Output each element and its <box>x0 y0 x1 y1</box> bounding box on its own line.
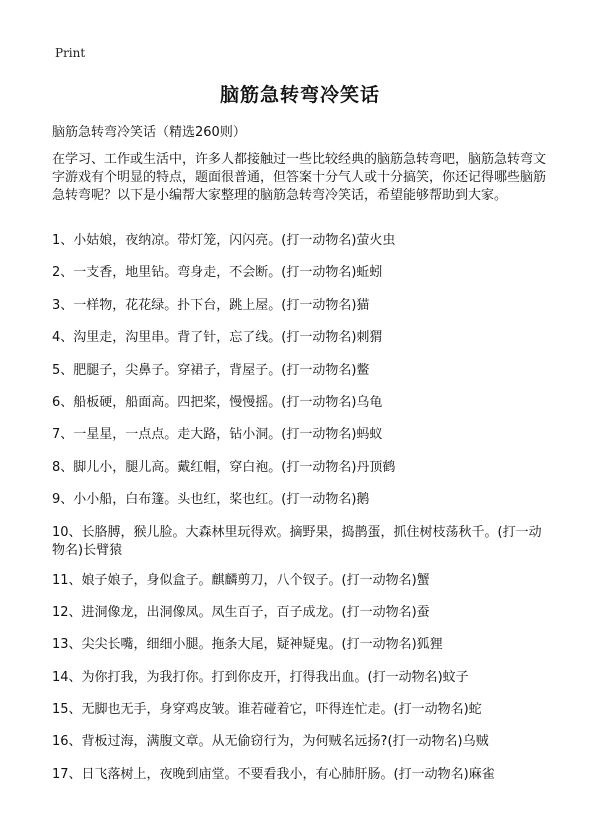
subtitle: 脑筋急转弯冷笑话（精选260则） <box>52 125 246 140</box>
list-item: 3、一样物，花花绿。扑下台，跳上屋。(打一动物名)猫 <box>52 297 370 313</box>
list-item: 15、无脚也无手，身穿鸡皮皱。谁若碰着它，吓得连忙走。(打一动物名)蛇 <box>52 702 482 718</box>
list-item: 8、脚儿小，腿儿高。戴红帽，穿白袍。(打一动物名)丹顶鹤 <box>52 459 396 475</box>
list-item: 5、肥腿子，尖鼻子。穿裙子，背屋子。(打一动物名)鳖 <box>52 362 370 378</box>
list-item: 13、尖尖长嘴，细细小腿。拖条大尾，疑神疑鬼。(打一动物名)狐狸 <box>52 637 443 653</box>
list-item: 7、一星星，一点点。走大路，钻小洞。(打一动物名)蚂蚁 <box>52 427 383 443</box>
list-item: 4、沟里走，沟里串。背了针，忘了线。(打一动物名)刺猬 <box>52 330 383 346</box>
list-item: 6、船板硬，船面高。四把桨，慢慢摇。(打一动物名)乌龟 <box>52 394 383 410</box>
riddle-list <box>52 232 552 798</box>
list-item: 11、娘子娘子，身似盒子。麒麟剪刀，八个钗子。(打一动物名)蟹 <box>52 572 430 588</box>
print-link[interactable]: Print <box>55 46 86 60</box>
list-item: 17、日飞落树上，夜晚到庙堂。不要看我小，有心肺肝肠。(打一动物名)麻雀 <box>52 766 495 782</box>
intro-paragraph: 在学习、工作或生活中，许多人都接触过一些比较经典的脑筋急转弯吧，脑筋急转弯文字游戏有个明显的特点，题面很普通，但答案十分气人或十分搞笑，你还记得哪些脑筋急转弯呢？以下是小编帮大家整理的脑筋急转弯冷笑话，希望能够帮助到大家。 <box>52 152 547 203</box>
list-item: 16、背板过海，满腹文章。从无偷窃行为，为何贼名远扬?(打一动物名)乌贼 <box>52 734 489 750</box>
list-item: 12、进洞像龙，出洞像凤。凤生百子，百子成龙。(打一动物名)蚕 <box>52 604 430 620</box>
page-title: 脑筋急转弯冷笑话 <box>219 84 380 106</box>
list-item: 9、小小船，白布篷。头也红，桨也红。(打一动物名)鹅 <box>52 492 370 508</box>
list-item: 1、小姑娘，夜纳凉。带灯笼，闪闪亮。(打一动物名)萤火虫 <box>52 233 396 248</box>
list-item: 2、一支香，地里钻。弯身走，不会断。(打一动物名)蚯蚓 <box>52 265 383 281</box>
list-item: 14、为你打我，为我打你。打到你皮开，打得我出血。(打一动物名)蚊子 <box>52 669 469 685</box>
list-item: 10、长胳膊，猴儿脸。大森林里玩得欢。摘野果，捣鹊蛋，抓住树枝荡秋千。(打一动物名)长臂猿 <box>52 524 542 558</box>
